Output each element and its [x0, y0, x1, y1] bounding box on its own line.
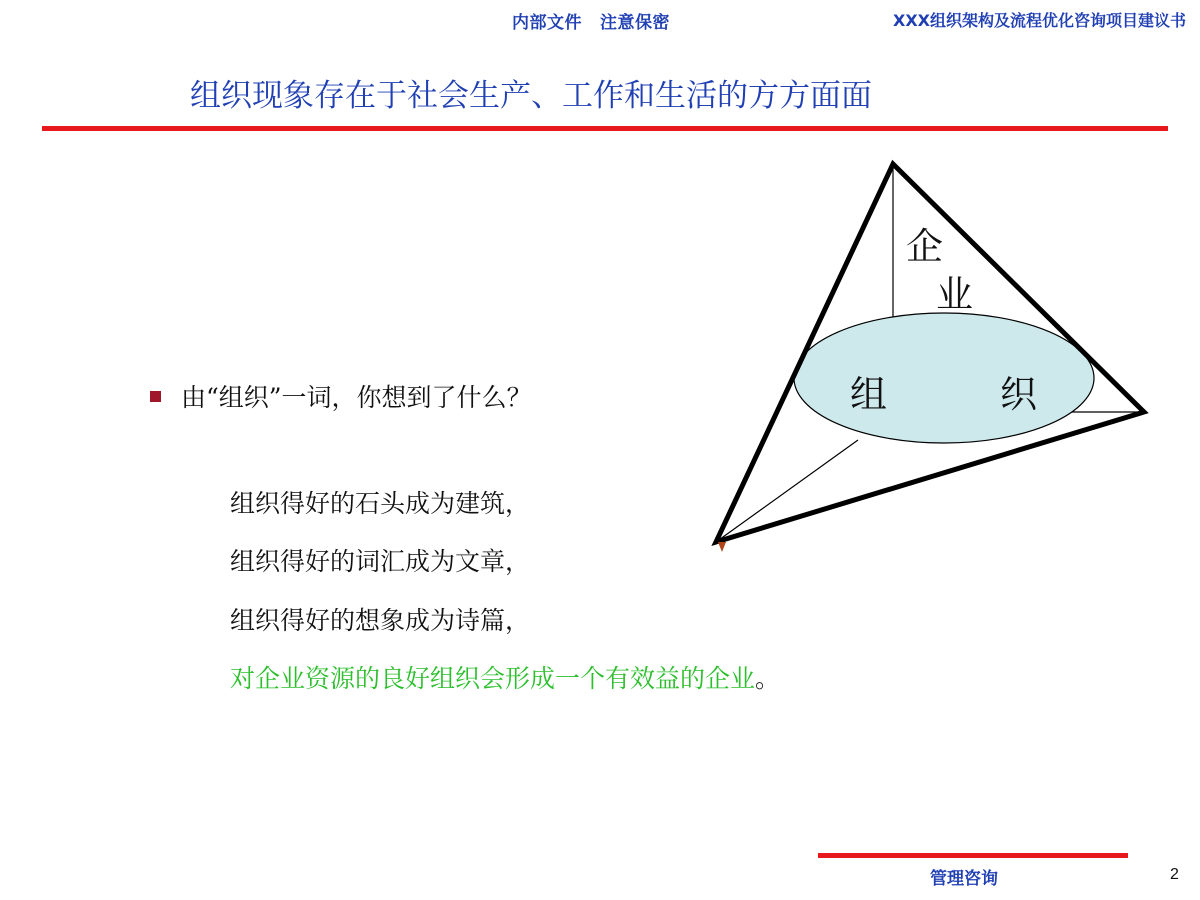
bullet-question-text: 由“组织”一词，你想到了什么？ — [181, 383, 532, 412]
footer-label: 管理咨询 — [930, 869, 998, 889]
pyramid-corner-marker — [718, 542, 726, 552]
footer-divider — [818, 853, 1128, 858]
label-qi: 企 — [906, 225, 943, 268]
highlight-period: 。 — [755, 664, 781, 693]
slide-title: 组织现象存在于社会生产、工作和生活的方方面面 — [190, 78, 872, 114]
header-project-title: XXX组织架构及流程优化咨询项目建议书 — [892, 11, 1186, 30]
header-confidential — [512, 8, 670, 33]
bullet-square-icon — [150, 391, 161, 402]
highlight-text: 对企业资源的良好组织会形成一个有效益的企业 — [230, 664, 756, 693]
header-internal-label: 内部文件 — [512, 13, 582, 33]
label-zhi: 织 — [1000, 373, 1037, 416]
body-line-imagination: 组织得好的想象成为诗篇， — [230, 606, 531, 635]
header-confidential-label: 注意保密 — [600, 13, 670, 33]
body-line-stone: 组织得好的石头成为建筑， — [230, 489, 531, 518]
page-number: 2 — [1170, 866, 1179, 883]
label-ye: 业 — [936, 273, 973, 316]
title-divider — [42, 126, 1168, 131]
organization-ellipse — [794, 313, 1094, 443]
body-line-highlight — [230, 659, 780, 695]
pyramid-svg — [700, 150, 1160, 570]
pyramid-diagram — [700, 150, 1160, 570]
bullet-question — [150, 378, 532, 414]
label-zu: 组 — [850, 373, 887, 416]
body-line-words: 组织得好的词汇成为文章， — [230, 547, 531, 576]
